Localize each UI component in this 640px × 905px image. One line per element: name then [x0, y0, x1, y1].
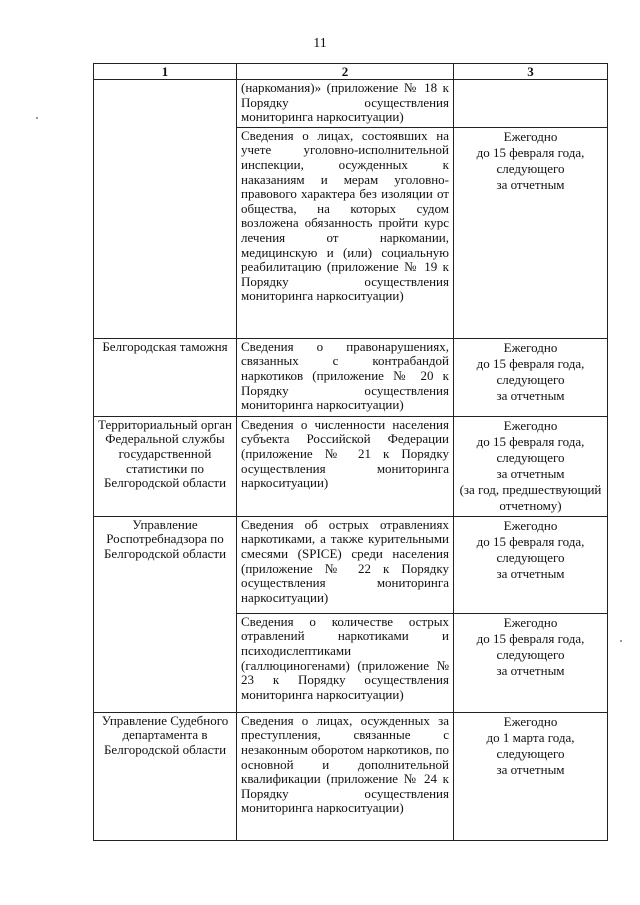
deadline-line: Ежегодно [503, 517, 558, 533]
deadline-line: до 15 февраля года, [476, 630, 585, 646]
deadline-line: Ежегодно [503, 339, 558, 355]
deadline-line: до 15 февраля года, [476, 144, 585, 160]
column-header-2: 2 [237, 64, 454, 80]
table-row [94, 80, 608, 128]
scan-speck [36, 117, 38, 119]
deadline-cell [454, 80, 608, 128]
organization-cell: Управление Роспотребнадзора по Белгородской области [94, 516, 237, 712]
table-row [94, 516, 608, 613]
deadline-cell [454, 516, 608, 613]
table-row [94, 712, 608, 840]
deadline-cell [454, 613, 608, 712]
deadline-cell [454, 416, 608, 516]
deadline-line: Ежегодно [503, 614, 558, 630]
deadline-line: следующего [496, 371, 565, 387]
report-description-cell: Сведения о количестве острых отравлений наркотиками и психодислептиками (галлюциногенами) (приложение № 23 к Порядку осуществления мониторинга наркоситуации) [237, 613, 454, 712]
table-row [94, 416, 608, 516]
report-description-cell: Сведения об острых отравлениях наркотиками, а также курительными смесями (SPICE) среди населения (приложение № 22 к Порядку осуществления мониторинга наркоситуации) [237, 516, 454, 613]
column-header-3: 3 [454, 64, 608, 80]
deadline-line: следующего [496, 449, 565, 465]
deadline-line: Ежегодно [503, 713, 558, 729]
report-description-cell: Сведения о лицах, состоявших на учете уголовно-исполнительной инспекции, осужденных к наказаниям и мерам уголовно-правового характера без изоляции от общества, на которых судом возложена обязанность пройти курс лечения от наркомании, медицинскую и (или) социальную реабилитацию (приложение № 19 к Порядку осуществления мониторинга наркоситуации) [237, 127, 454, 338]
organization-cell: Территориальный орган Федеральной службы государственной статистики по Белгородской области [94, 416, 237, 516]
organization-cell: Управление Судебного департамента в Белгородской области [94, 712, 237, 840]
deadline-line: до 15 февраля года, [476, 355, 585, 371]
deadline-line: за отчетным [496, 176, 565, 192]
deadline-line: за отчетным [496, 465, 565, 481]
deadline-line: до 15 февраля года, [476, 533, 585, 549]
deadline-line: Ежегодно [503, 128, 558, 144]
report-description-cell: Сведения о лицах, осужденных за преступления, связанные с незаконным оборотом наркотиков, по основной и дополнительной квалификации (приложение № 24 к Порядку осуществления мониторинга наркоситуации) [237, 712, 454, 840]
deadline-line: за отчетным [496, 761, 565, 777]
deadline-line: следующего [496, 549, 565, 565]
table-row [94, 338, 608, 416]
deadline-line: следующего [496, 160, 565, 176]
deadline-cell [454, 338, 608, 416]
organization-cell: Белгородская таможня [94, 338, 237, 416]
deadline-cell [454, 127, 608, 338]
page-number: 11 [313, 36, 327, 51]
deadline-line: отчетному) [499, 497, 562, 513]
report-description-cell: Сведения о правонарушениях, связанных с контрабандой наркотиков (приложение № 20 к Порядку осуществления мониторинга наркоситуации) [237, 338, 454, 416]
deadline-line: следующего [496, 646, 565, 662]
deadline-line: (за год, предшествующий [459, 481, 602, 497]
deadline-line: Ежегодно [503, 417, 558, 433]
column-header-1: 1 [94, 64, 237, 80]
deadline-line: следующего [496, 745, 565, 761]
deadline-line: до 15 февраля года, [476, 433, 585, 449]
report-description-cell: Сведения о численности населения субъекта Российской Федерации (приложение № 21 к Порядку осуществления мониторинга наркоситуации) [237, 416, 454, 516]
deadline-line: за отчетным [496, 662, 565, 678]
report-description-cell: (наркомания)» (приложение № 18 к Порядку осуществления мониторинга наркоситуации) [237, 80, 454, 128]
organization-cell [94, 80, 237, 339]
deadline-line: до 1 марта года, [486, 729, 575, 745]
scan-speck [620, 640, 622, 642]
deadline-line: за отчетным [496, 387, 565, 403]
monitoring-table [93, 63, 608, 841]
deadline-cell [454, 712, 608, 840]
table-header-row [94, 64, 608, 80]
deadline-line: за отчетным [496, 565, 565, 581]
